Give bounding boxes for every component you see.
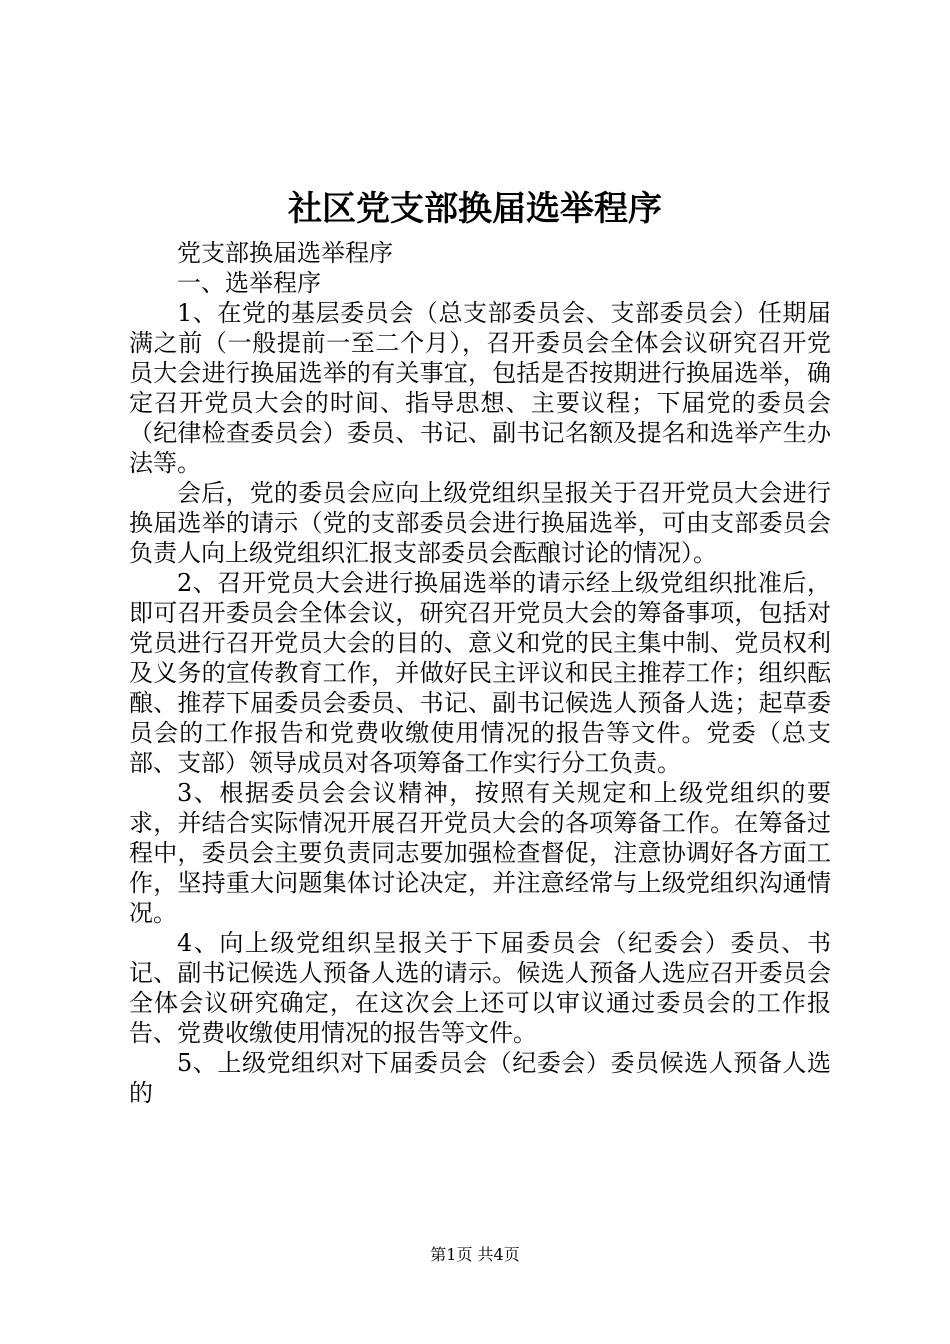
paragraph-subtitle: 党支部换届选举程序 [177,239,393,267]
paragraph-step-5: 5、上级党组织对下届委员会（纪委会）委员候选人预备人选的 [129,1049,831,1107]
document-body [129,238,831,1108]
document-title: 社区党支部换届选举程序 [288,189,662,229]
paragraph-step-1: 1、在党的基层委员会（总支部委员会、支部委员会）任期届满之前（一般提前一至二个月），召开委员会全体会议研究召开党员大会进行换届选举的有关事宜，包括是否按期进行换届选举，确定召开党员大会的时间、指导思想、主要议程；下届党的委员会（纪律检查委员会）委员、书记、副书记名额及提名和选举产生办法等。 [129,299,831,477]
paragraph-section-heading: 一、选举程序 [177,269,321,297]
page-number-footer: 第1页 共4页 [430,1245,520,1264]
paragraph-step-3: 3、根据委员会会议精神，按照有关规定和上级党组织的要求，并结合实际情况开展召开党员大会的各项筹备工作。在筹备过程中，委员会主要负责同志要加强检查督促，注意协调好各方面工作，坚持重大问题集体讨论决定，并注意经常与上级党组织沟通情况。 [129,779,831,927]
paragraph-step-1-followup: 会后，党的委员会应向上级党组织呈报关于召开党员大会进行换届选举的请示（党的支部委员会进行换届选举，可由支部委员会负责人向上级党组织汇报支部委员会酝酿讨论的情况）。 [129,479,831,567]
paragraph-step-4: 4、向上级党组织呈报关于下届委员会（纪委会）委员、书记、副书记候选人预备人选的请示。候选人预备人选应召开委员会全体会议研究确定，在这次会上还可以审议通过委员会的工作报告、党费收缴使用情况的报告等文件。 [129,929,831,1047]
paragraph-step-2: 2、召开党员大会进行换届选举的请示经上级党组织批准后，即可召开委员会全体会议，研究召开党员大会的筹备事项，包括对党员进行召开党员大会的目的、意义和党的民主集中制、党员权利及义务的宣传教育工作，并做好民主评议和民主推荐工作；组织酝酿、推荐下届委员会委员、书记、副书记候选人预备人选；起草委员会的工作报告和党费收缴使用情况的报告等文件。党委（总支部、支部）领导成员对各项筹备工作实行分工负责。 [129,569,831,777]
